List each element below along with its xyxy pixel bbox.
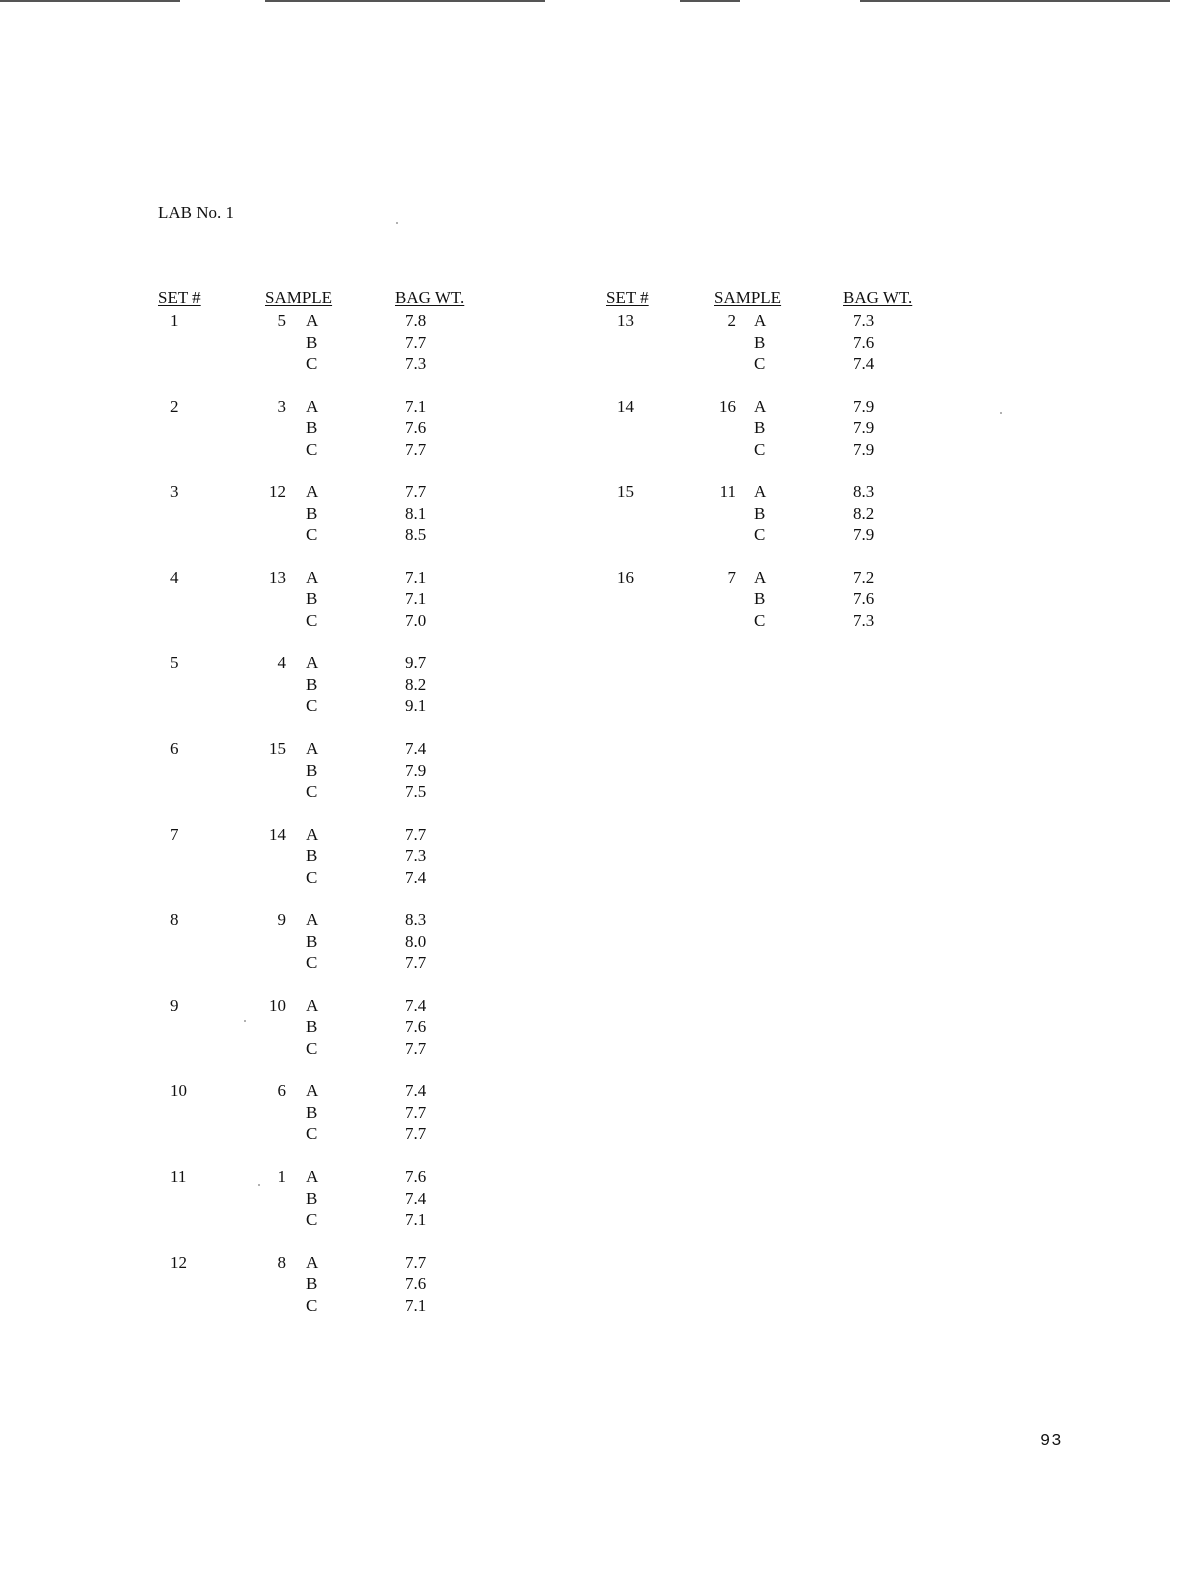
bag-weight: 7.7 [405,953,427,973]
set-number: 13 [617,311,634,330]
sample-number: 15 [269,739,286,758]
header-set-left: SET # [158,288,201,307]
bag-weight: 7.1 [405,567,427,587]
sample-letter: C [306,782,318,801]
sample-letter: B [306,1274,318,1294]
sample-letter: B [306,846,318,866]
sample-letter: C [306,1210,318,1229]
sample-letter: A [306,910,319,930]
sample-letter: C [306,953,318,973]
sample-letter: B [306,503,318,523]
sample-letter: B [306,332,318,352]
page-title: LAB No. 1 [158,203,235,222]
bag-weight: 7.4 [405,1081,427,1101]
set-number: 11 [170,1167,187,1186]
sample-letter: C [306,439,318,459]
sample-letter: A [754,311,767,330]
scan-speck [396,222,398,224]
sample-number: 1 [277,1167,286,1186]
sample-letter: A [306,311,319,330]
bag-weight: 7.4 [853,354,875,373]
sample-letter: B [306,418,318,438]
set-number: 7 [170,824,179,844]
set-number: 15 [617,482,634,502]
set-number: 16 [617,567,634,587]
header-sample-right: SAMPLE [714,288,782,307]
bag-weight: 7.3 [853,311,875,330]
sample-letter: C [306,525,318,545]
sample-letter: B [306,1017,318,1037]
set-number: 1 [170,311,179,330]
scan-artifact [860,0,1170,2]
sample-number: 9 [277,910,286,930]
bag-weight: 7.7 [405,1102,427,1122]
scan-speck [244,1020,246,1022]
sample-letter: A [306,482,319,502]
header-set-right: SET # [606,288,649,307]
bag-weight: 7.3 [853,610,875,630]
bag-weight: 7.6 [405,1017,427,1037]
scan-artifact [680,0,740,2]
bag-weight: 7.6 [405,1167,427,1186]
bag-weight: 7.7 [405,1038,427,1058]
sample-letter: A [306,1167,319,1186]
sample-number: 16 [719,396,736,416]
sample-letter: A [754,567,767,587]
bag-weight: 7.1 [405,396,427,416]
sample-number: 2 [727,311,736,330]
sample-number: 4 [277,653,286,673]
sample-letter: A [306,567,319,587]
header-bag-wt-right: BAG WT. [843,288,913,307]
sample-letter: B [306,1102,318,1122]
set-number: 4 [170,567,179,587]
sample-letter: B [754,503,766,523]
set-number: 12 [170,1252,187,1272]
sample-number: 5 [277,311,286,330]
bag-weight: 7.2 [853,567,875,587]
bag-weight: 8.1 [405,503,427,523]
sample-letter: C [306,610,318,630]
sample-letter: C [754,525,766,545]
bag-weight: 7.8 [405,311,427,330]
sample-letter: A [306,653,319,673]
bag-weight: 7.4 [405,995,427,1015]
bag-weight: 8.2 [405,674,427,694]
bag-weight: 8.5 [405,525,427,545]
bag-weight: 7.4 [405,867,427,887]
bag-weight: 8.2 [853,503,875,523]
sample-letter: A [306,1252,319,1272]
sample-letter: A [306,396,319,416]
sample-letter: C [754,439,766,459]
sample-letter: A [306,1081,319,1101]
sample-letter: A [306,995,319,1015]
sample-letter: B [306,674,318,694]
bag-weight: 7.3 [405,846,427,866]
bag-weight: 7.7 [405,332,427,352]
sample-letter: B [306,931,318,951]
sample-number: 3 [277,396,286,416]
sample-letter: B [306,1188,318,1208]
sample-number: 11 [719,482,736,502]
bag-weight: 7.4 [405,739,427,758]
sample-number: 10 [269,995,286,1015]
bag-weight: 7.6 [405,1274,427,1294]
sample-letter: A [306,739,319,758]
sample-letter: A [754,482,767,502]
sample-number: 12 [269,482,286,502]
bag-weight: 8.3 [405,910,427,930]
sample-number: 8 [277,1252,286,1272]
sample-letter: A [754,396,767,416]
bag-weight: 7.1 [405,1295,427,1315]
bag-weight: 7.0 [405,610,427,630]
bag-weight: 7.6 [853,589,875,609]
bag-weight: 7.3 [405,354,427,373]
bag-weight: 7.9 [853,439,875,459]
bag-weight: 7.9 [853,396,875,416]
set-number: 3 [170,482,179,502]
bag-weight: 7.7 [405,439,427,459]
sample-letter: B [306,589,318,609]
scan-artifact [265,0,545,2]
sample-letter: B [754,332,766,352]
bag-weight: 7.7 [405,482,427,502]
bag-weight: 7.7 [405,824,427,844]
sample-number: 13 [269,567,286,587]
scan-artifact [0,0,180,2]
sample-letter: C [306,1124,318,1144]
sample-letter: B [306,760,318,780]
sample-letter: A [306,824,319,844]
page-number: 93 [1040,1432,1063,1451]
bag-weight: 9.7 [405,653,427,673]
bag-weight: 7.4 [405,1188,427,1208]
set-number: 9 [170,995,179,1015]
set-number: 5 [170,653,179,673]
sample-letter: C [306,1038,318,1058]
sample-letter: C [306,696,318,716]
bag-weight: 7.1 [405,589,427,609]
sample-number: 7 [727,567,736,587]
scan-top-edge [0,0,1190,3]
sample-letter: C [306,867,318,887]
header-sample-left: SAMPLE [265,288,333,307]
bag-weight: 7.5 [405,782,427,801]
sample-number: 6 [277,1081,286,1101]
set-number: 8 [170,910,179,930]
bag-weight: 8.0 [405,931,427,951]
bag-weight: 7.9 [405,760,427,780]
sample-letter: C [306,1295,318,1315]
scan-speck [258,1184,260,1186]
set-number: 2 [170,396,179,416]
bag-weight: 8.3 [853,482,875,502]
sample-letter: B [754,589,766,609]
sample-letter: B [754,418,766,438]
bag-weight: 7.7 [405,1124,427,1144]
bag-weight: 7.1 [405,1210,427,1229]
set-number: 6 [170,739,179,758]
set-number: 14 [617,396,634,416]
bag-weight: 9.1 [405,696,427,716]
set-number: 10 [170,1081,187,1101]
bag-weight: 7.6 [405,418,427,438]
scan-speck [1000,412,1002,414]
bag-weight: 7.6 [853,332,875,352]
sample-letter: C [754,354,766,373]
sample-number: 14 [269,824,286,844]
bag-weight: 7.7 [405,1252,427,1272]
bag-weight: 7.9 [853,525,875,545]
sample-letter: C [306,354,318,373]
header-bag-wt-left: BAG WT. [395,288,465,307]
sample-letter: C [754,610,766,630]
bag-weight: 7.9 [853,418,875,438]
